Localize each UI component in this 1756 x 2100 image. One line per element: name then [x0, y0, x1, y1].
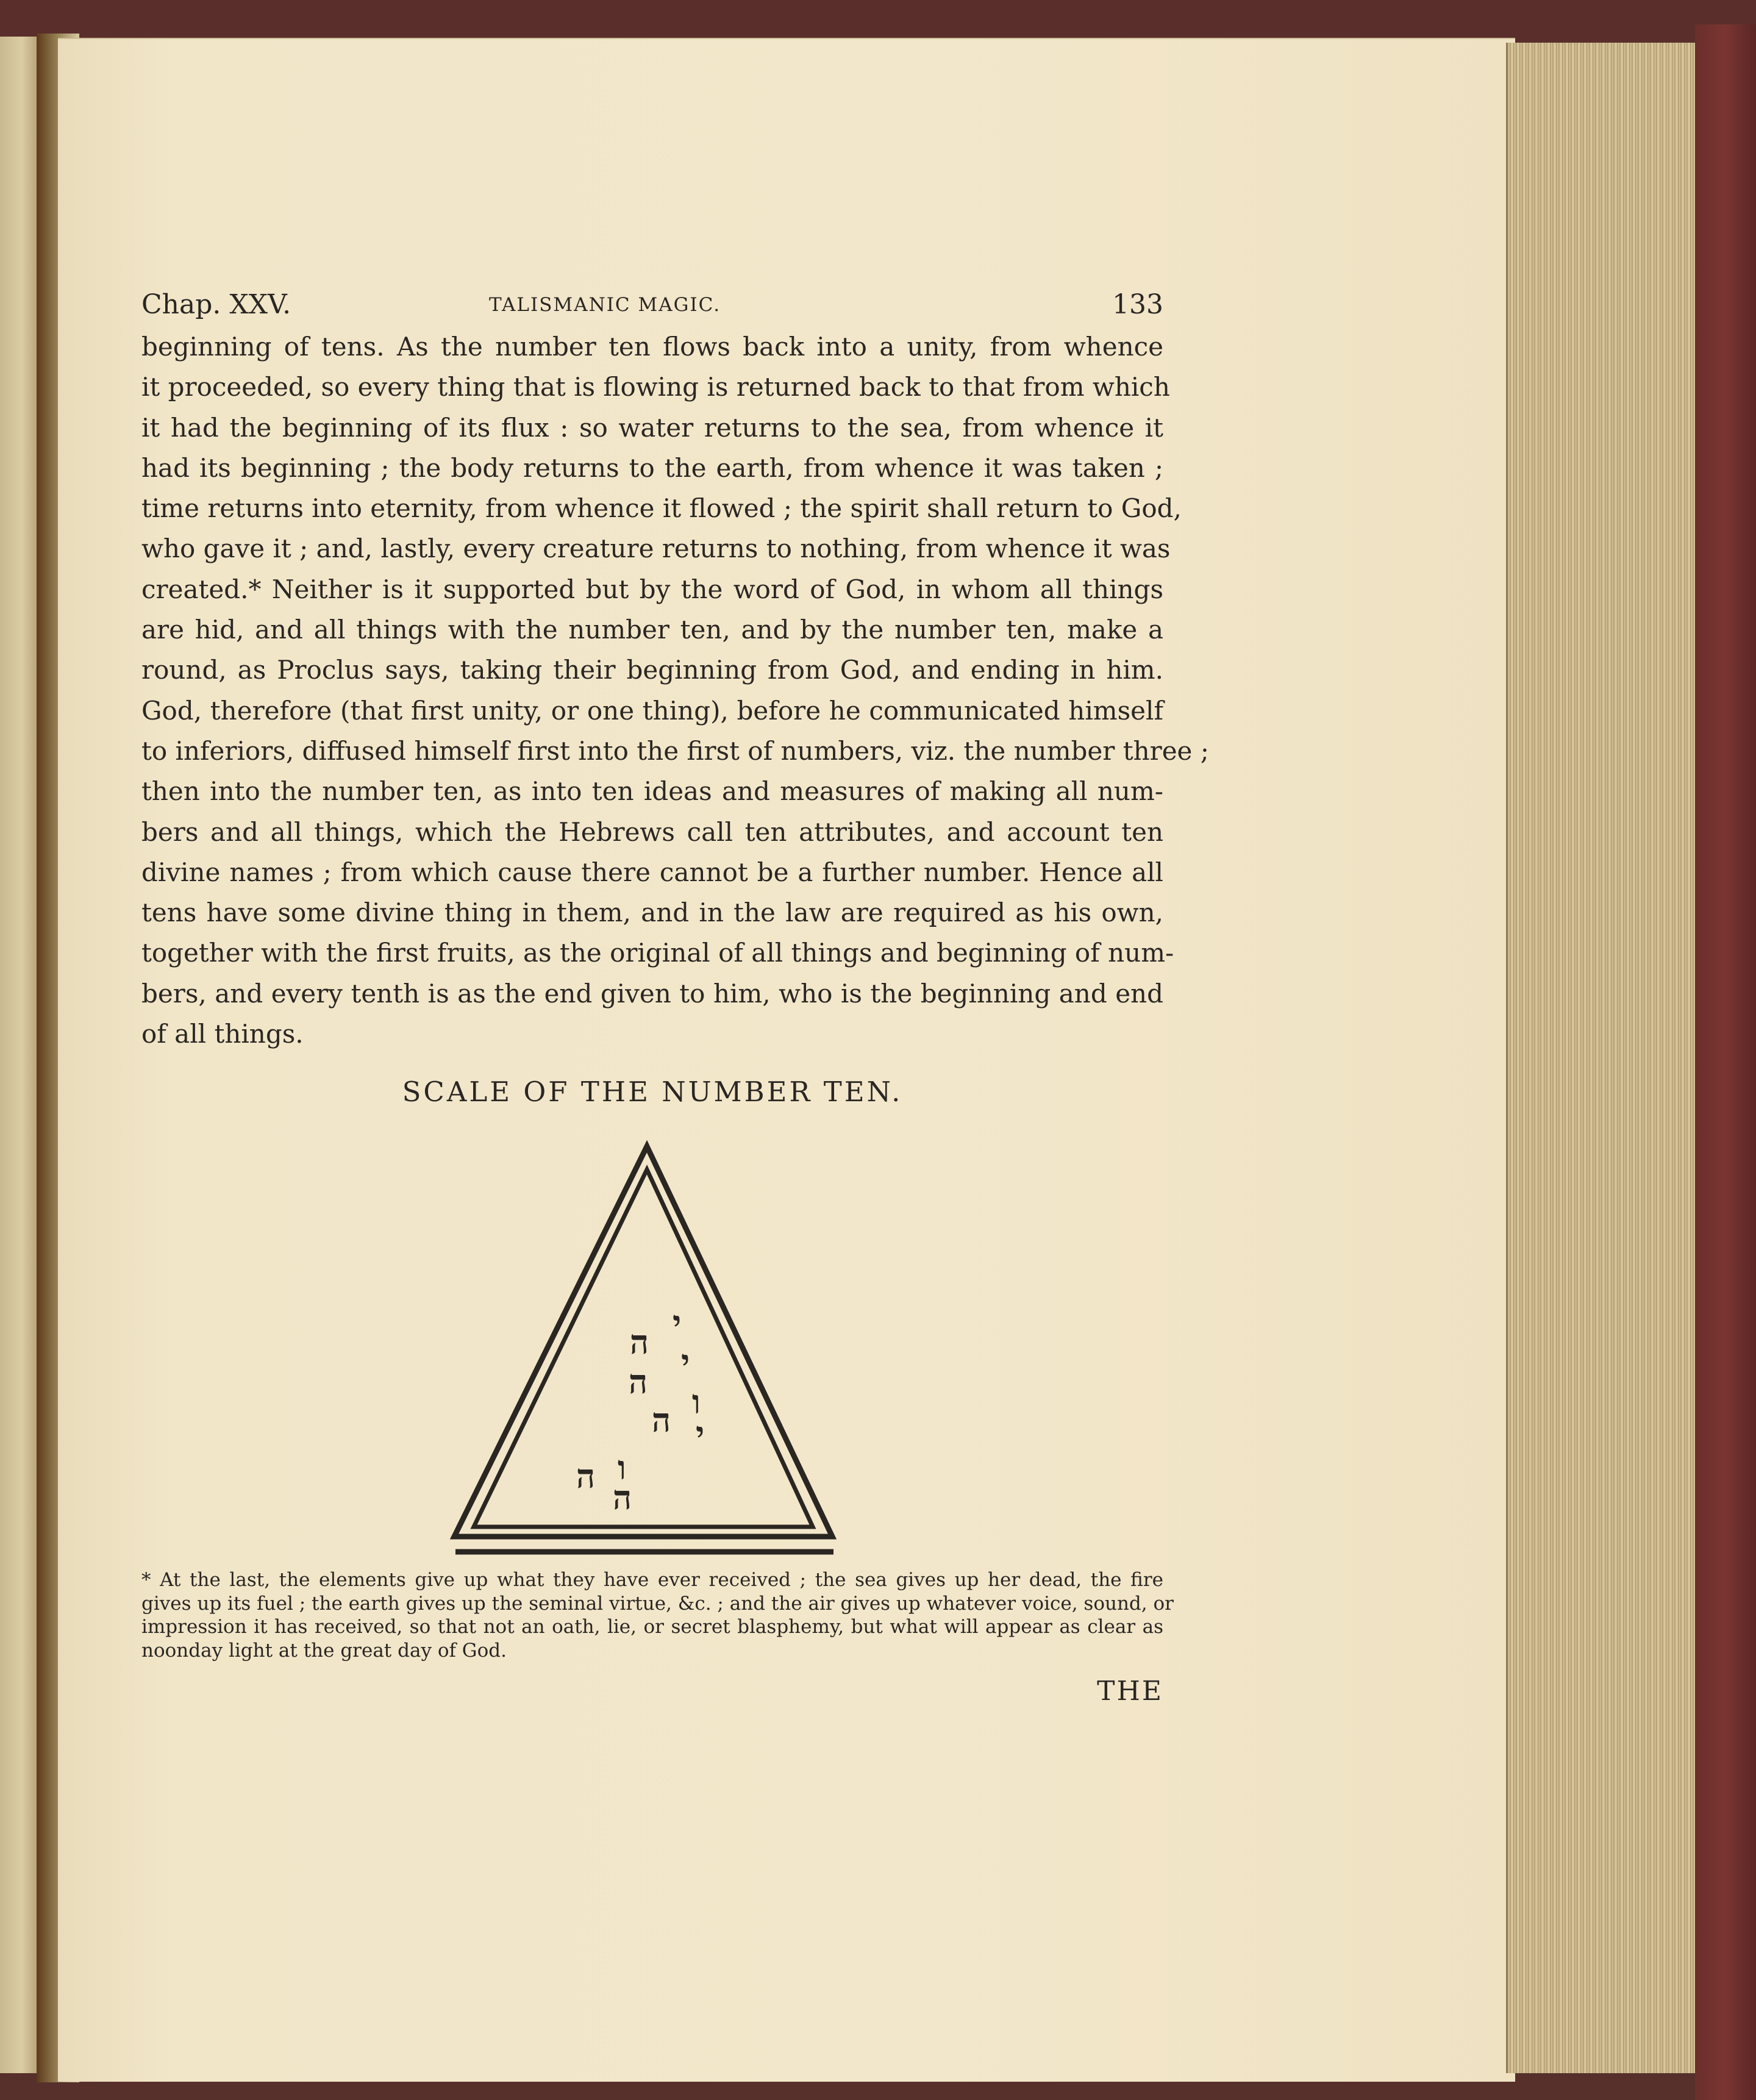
text-block — [141, 287, 1209, 1112]
body-line: together with the first fruits, as the original of all things and beginning of num- — [141, 938, 1174, 968]
body-line: bers and all things, which the Hebrews call ten attributes, and account ten — [141, 816, 1163, 847]
body-line: then into the number ten, as into ten ideas and measures of making all num- — [141, 776, 1163, 807]
body-paragraph — [141, 327, 1209, 1054]
hebrew-letter: ו — [618, 1448, 626, 1487]
body-line: created.* Neither is it supported but by the word of God, in whom all things — [141, 574, 1163, 604]
hebrew-letter: י — [681, 1342, 690, 1381]
body-line: who gave it ; and, lastly, every creature returns to nothing, from whence it was — [141, 534, 1171, 564]
hebrew-letter: ה — [576, 1457, 596, 1496]
body-line: to inferiors, diffused himself first into the first of numbers, viz. the number three ; — [141, 735, 1209, 766]
page-block-edge — [1506, 43, 1697, 2073]
body-line: God, therefore (that first unity, or one thing), before he communicated himself — [141, 695, 1163, 726]
footnote-line: impression it has received, so that not an oath, lie, or secret blasphemy, but what will appear as clear as — [141, 1616, 1163, 1638]
hebrew-letter: ה — [629, 1362, 648, 1401]
footnote-line: * At the last, the elements give up what they have ever received ; the sea gives up her dead, the fire — [141, 1569, 1163, 1591]
footnote-line: gives up its fuel ; the earth gives up the seminal virtue, &c. ; and the air gives up whatever voice, sound, or — [141, 1592, 1174, 1615]
previous-page-edge — [0, 37, 38, 2073]
scale-of-ten-triangle — [308, 1134, 857, 1573]
body-line: round, as Proclus says, taking their beginning from God, and ending in him. — [141, 655, 1163, 685]
book-cover-edge — [1695, 24, 1756, 2100]
hebrew-letter: ה — [613, 1478, 632, 1517]
footnote — [141, 1568, 1174, 1662]
body-line: it had the beginning of its flux : so water returns to the sea, from whence it — [141, 412, 1163, 443]
body-line: bers, and every tenth is as the end given to him, who is the beginning and end — [141, 978, 1163, 1009]
hebrew-letter: י — [696, 1414, 705, 1453]
body-line: it proceeded, so every thing that is flowing is returned back to that from which — [141, 372, 1170, 402]
running-title: TALISMANIC MAGIC. — [489, 294, 721, 316]
body-line: had its beginning ; the body returns to the earth, from whence it was taken ; — [141, 452, 1163, 483]
body-line: of all things. — [141, 1019, 304, 1049]
catchword: THE — [1097, 1676, 1163, 1707]
body-line: time returns into eternity, from whence it flowed ; the spirit shall return to God, — [141, 493, 1182, 524]
body-line: divine names ; from which cause there cannot be a further number. Hence all — [141, 857, 1163, 887]
running-head — [141, 287, 1163, 323]
body-line: tens have some divine thing in them, and in the law are required as his own, — [141, 898, 1163, 928]
hebrew-letter: י — [673, 1303, 682, 1342]
page-number: 133 — [1112, 289, 1163, 320]
body-line: beginning of tens. As the number ten flows back into a unity, from whence — [141, 332, 1163, 362]
body-line: are hid, and all things with the number ten, and by the number ten, make a — [141, 615, 1163, 645]
chapter-label: Chap. XXV. — [141, 289, 291, 320]
hebrew-letter: ה — [652, 1401, 671, 1440]
hebrew-letter: ה — [630, 1323, 649, 1362]
section-title: SCALE OF THE NUMBER TEN. — [402, 1076, 903, 1109]
hebrew-letter: ו — [692, 1382, 701, 1421]
footnote-line: noonday light at the great day of God. — [141, 1639, 507, 1662]
